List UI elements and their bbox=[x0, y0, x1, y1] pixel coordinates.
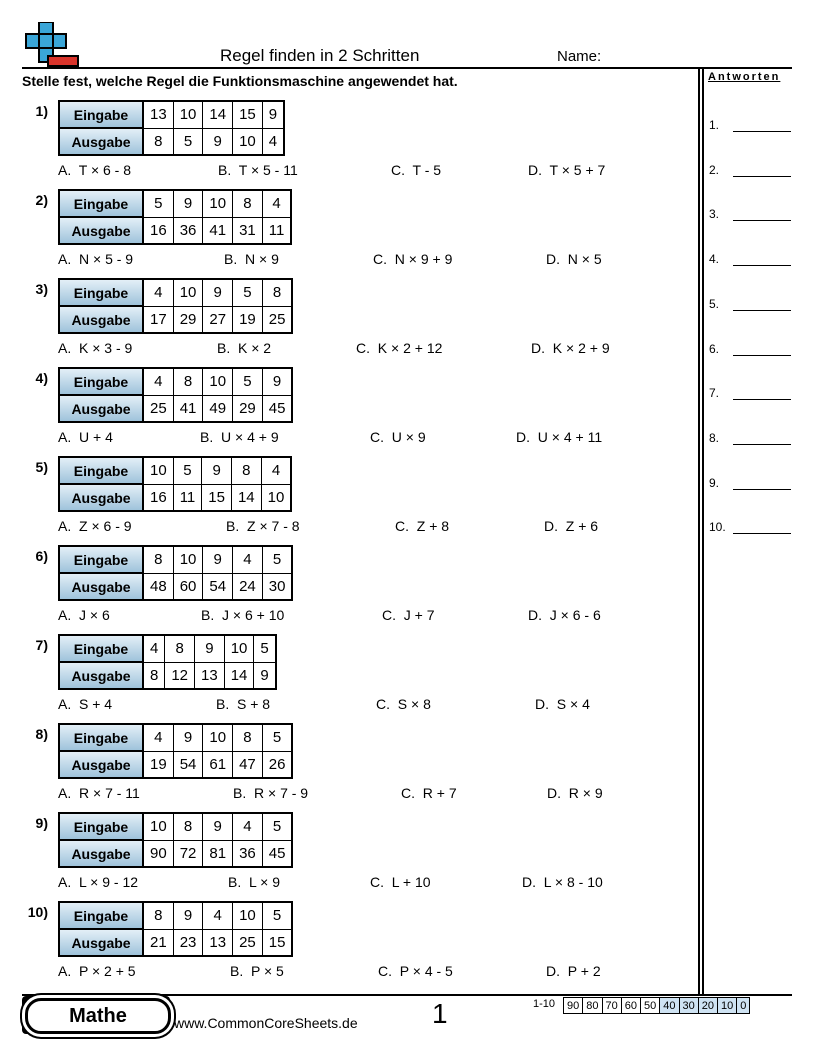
output-value: 19 bbox=[143, 751, 173, 778]
problem bbox=[22, 901, 692, 990]
problem-number: 3) bbox=[35, 281, 48, 297]
answer-blank[interactable] bbox=[733, 176, 791, 177]
input-value: 9 bbox=[262, 368, 292, 395]
option-a: A. U + 4 bbox=[58, 429, 113, 445]
problem-number: 4) bbox=[35, 370, 48, 386]
input-row bbox=[59, 635, 276, 662]
input-value: 8 bbox=[173, 813, 203, 840]
option-c: C. P × 4 - 5 bbox=[378, 963, 453, 979]
input-value: 8 bbox=[173, 368, 203, 395]
input-value: 8 bbox=[231, 457, 261, 484]
option-d: D. R × 9 bbox=[547, 785, 603, 801]
output-row bbox=[59, 217, 291, 244]
input-value: 8 bbox=[233, 190, 263, 217]
input-value: 4 bbox=[143, 368, 173, 395]
output-label: Ausgabe bbox=[59, 840, 143, 867]
option-c: C. Z + 8 bbox=[395, 518, 450, 534]
answer-number: 9. bbox=[709, 475, 720, 490]
option-c: C. U × 9 bbox=[370, 429, 426, 445]
score-cell: 80 bbox=[583, 998, 602, 1014]
output-row bbox=[59, 306, 292, 333]
input-value: 9 bbox=[173, 724, 203, 751]
score-cell: 10 bbox=[718, 998, 737, 1014]
output-value: 9 bbox=[203, 128, 233, 155]
output-value: 41 bbox=[203, 217, 233, 244]
function-table bbox=[58, 367, 293, 423]
score-cell: 60 bbox=[621, 998, 640, 1014]
input-value: 9 bbox=[203, 546, 233, 573]
option-c: C. R + 7 bbox=[401, 785, 457, 801]
answer-column-divider-2 bbox=[702, 67, 704, 996]
input-value: 5 bbox=[262, 902, 292, 929]
input-value: 10 bbox=[233, 902, 263, 929]
output-value: 8 bbox=[143, 128, 173, 155]
output-row bbox=[59, 662, 276, 689]
input-row bbox=[59, 368, 292, 395]
output-label: Ausgabe bbox=[59, 128, 143, 155]
input-value: 10 bbox=[224, 635, 254, 662]
function-table bbox=[58, 723, 293, 779]
answer-number: 8. bbox=[709, 430, 720, 445]
function-table bbox=[58, 100, 285, 156]
input-value: 5 bbox=[262, 546, 292, 573]
input-value: 4 bbox=[233, 546, 263, 573]
output-value: 16 bbox=[143, 484, 173, 511]
input-row bbox=[59, 813, 292, 840]
function-table bbox=[58, 456, 292, 512]
output-label: Ausgabe bbox=[59, 306, 143, 333]
answers-title: Antworten bbox=[708, 71, 781, 83]
option-d: D. J × 6 - 6 bbox=[528, 607, 601, 623]
answer-number: 6. bbox=[709, 341, 720, 356]
input-value: 5 bbox=[233, 279, 263, 306]
input-value: 4 bbox=[261, 457, 291, 484]
problem-number: 7) bbox=[35, 637, 48, 653]
answer-blank[interactable] bbox=[733, 265, 791, 266]
output-value: 24 bbox=[233, 573, 263, 600]
output-value: 31 bbox=[233, 217, 263, 244]
output-row bbox=[59, 929, 292, 956]
output-value: 5 bbox=[173, 128, 203, 155]
output-value: 12 bbox=[165, 662, 195, 689]
option-a: A. T × 6 - 8 bbox=[58, 162, 132, 178]
answer-number: 2. bbox=[709, 162, 720, 177]
output-value: 9 bbox=[254, 662, 276, 689]
output-value: 30 bbox=[262, 573, 292, 600]
output-value: 11 bbox=[262, 217, 291, 244]
output-label: Ausgabe bbox=[59, 751, 143, 778]
option-c: C. J + 7 bbox=[382, 607, 435, 623]
input-value: 4 bbox=[262, 190, 291, 217]
output-value: 81 bbox=[203, 840, 233, 867]
option-b: B. T × 5 - 11 bbox=[218, 162, 298, 178]
input-value: 9 bbox=[195, 635, 225, 662]
instructions: Stelle fest, welche Regel die Funktionsmaschine angewendet hat. bbox=[22, 73, 458, 89]
output-value: 25 bbox=[143, 395, 173, 422]
output-label: Ausgabe bbox=[59, 217, 143, 244]
option-c: C. N × 9 + 9 bbox=[373, 251, 453, 267]
option-c: C. S × 8 bbox=[376, 696, 431, 712]
input-value: 10 bbox=[173, 279, 203, 306]
input-label: Eingabe bbox=[59, 279, 143, 306]
output-value: 48 bbox=[143, 573, 173, 600]
score-range: 1-10 bbox=[533, 998, 556, 1010]
output-value: 17 bbox=[143, 306, 173, 333]
answer-blank[interactable] bbox=[733, 444, 791, 445]
function-table bbox=[58, 901, 293, 957]
header-divider bbox=[22, 67, 792, 69]
input-value: 4 bbox=[143, 279, 173, 306]
input-value: 10 bbox=[173, 101, 203, 128]
option-b: B. R × 7 - 9 bbox=[233, 785, 309, 801]
input-value: 8 bbox=[143, 902, 173, 929]
output-value: 61 bbox=[203, 751, 233, 778]
input-value: 4 bbox=[143, 724, 173, 751]
output-value: 47 bbox=[233, 751, 263, 778]
score-cell: 70 bbox=[602, 998, 621, 1014]
option-c: C. K × 2 + 12 bbox=[356, 340, 443, 356]
input-value: 10 bbox=[203, 368, 233, 395]
output-label: Ausgabe bbox=[59, 929, 143, 956]
answer-number: 7. bbox=[709, 386, 720, 401]
input-value: 4 bbox=[233, 813, 263, 840]
option-d: D. U × 4 + 11 bbox=[516, 429, 603, 445]
output-value: 25 bbox=[233, 929, 263, 956]
problem-number: 10) bbox=[27, 904, 48, 920]
output-value: 10 bbox=[261, 484, 291, 511]
output-value: 41 bbox=[173, 395, 203, 422]
input-row bbox=[59, 279, 292, 306]
option-d: D. L × 8 - 10 bbox=[522, 874, 603, 890]
output-value: 26 bbox=[262, 751, 292, 778]
output-value: 8 bbox=[143, 662, 165, 689]
problem bbox=[22, 723, 692, 812]
problem bbox=[22, 634, 692, 723]
output-value: 36 bbox=[173, 217, 203, 244]
output-value: 54 bbox=[203, 573, 233, 600]
option-d: D. K × 2 + 9 bbox=[531, 340, 610, 356]
worksheet-title: Regel finden in 2 Schritten bbox=[220, 46, 420, 65]
input-row bbox=[59, 101, 284, 128]
option-b: B. U × 4 + 9 bbox=[200, 429, 279, 445]
input-value: 8 bbox=[143, 546, 173, 573]
problem-number: 1) bbox=[35, 103, 48, 119]
option-a: A. J × 6 bbox=[58, 607, 110, 623]
option-d: D. Z + 6 bbox=[544, 518, 599, 534]
input-value: 8 bbox=[233, 724, 263, 751]
input-value: 5 bbox=[233, 368, 263, 395]
option-c: C. L + 10 bbox=[370, 874, 431, 890]
option-a: A. L × 9 - 12 bbox=[58, 874, 139, 890]
option-d: D. P + 2 bbox=[546, 963, 601, 979]
name-label: Name: bbox=[557, 48, 602, 65]
input-value: 10 bbox=[143, 457, 173, 484]
option-a: A. Z × 6 - 9 bbox=[58, 518, 132, 534]
answer-number: 4. bbox=[709, 252, 720, 267]
output-row bbox=[59, 751, 292, 778]
output-value: 25 bbox=[262, 306, 292, 333]
problem bbox=[22, 367, 692, 456]
score-table bbox=[563, 997, 750, 1014]
input-value: 5 bbox=[262, 813, 292, 840]
answer-blank[interactable] bbox=[733, 533, 791, 534]
output-row bbox=[59, 840, 292, 867]
problem bbox=[22, 100, 692, 189]
option-b: B. J × 6 + 10 bbox=[201, 607, 285, 623]
problem bbox=[22, 189, 692, 278]
output-value: 23 bbox=[173, 929, 203, 956]
problem-number: 2) bbox=[35, 192, 48, 208]
input-value: 5 bbox=[143, 190, 173, 217]
option-b: B. L × 9 bbox=[228, 874, 281, 890]
input-label: Eingabe bbox=[59, 457, 143, 484]
answer-blank[interactable] bbox=[733, 489, 791, 490]
input-label: Eingabe bbox=[59, 368, 143, 395]
input-value: 9 bbox=[202, 457, 232, 484]
input-value: 5 bbox=[262, 724, 292, 751]
input-value: 5 bbox=[173, 457, 202, 484]
output-label: Ausgabe bbox=[59, 573, 143, 600]
output-value: 15 bbox=[262, 929, 292, 956]
output-row bbox=[59, 395, 292, 422]
answer-number: 3. bbox=[709, 207, 720, 222]
output-row bbox=[59, 128, 284, 155]
output-value: 15 bbox=[202, 484, 232, 511]
option-a: A. S + 4 bbox=[58, 696, 113, 712]
output-value: 14 bbox=[224, 662, 254, 689]
input-label: Eingabe bbox=[59, 635, 143, 662]
function-table bbox=[58, 634, 277, 690]
input-row bbox=[59, 546, 292, 573]
answer-column-divider bbox=[698, 67, 700, 996]
input-label: Eingabe bbox=[59, 902, 143, 929]
output-value: 29 bbox=[173, 306, 203, 333]
input-value: 9 bbox=[203, 279, 233, 306]
input-label: Eingabe bbox=[59, 724, 143, 751]
function-table bbox=[58, 812, 293, 868]
output-value: 54 bbox=[173, 751, 203, 778]
input-row bbox=[59, 724, 292, 751]
input-value: 10 bbox=[143, 813, 173, 840]
output-value: 45 bbox=[262, 395, 292, 422]
score-cell: 50 bbox=[641, 998, 660, 1014]
problem-number: 8) bbox=[35, 726, 48, 742]
input-value: 8 bbox=[165, 635, 195, 662]
subject-badge: Mathe bbox=[25, 998, 171, 1034]
input-row bbox=[59, 902, 292, 929]
input-value: 15 bbox=[233, 101, 263, 128]
input-value: 8 bbox=[262, 279, 292, 306]
option-b: B. K × 2 bbox=[217, 340, 272, 356]
output-value: 10 bbox=[233, 128, 263, 155]
option-d: D. S × 4 bbox=[535, 696, 590, 712]
option-d: D. N × 5 bbox=[546, 251, 602, 267]
answer-blank[interactable] bbox=[733, 310, 791, 311]
input-label: Eingabe bbox=[59, 813, 143, 840]
input-value: 14 bbox=[203, 101, 233, 128]
input-value: 10 bbox=[203, 724, 233, 751]
output-value: 11 bbox=[173, 484, 202, 511]
output-value: 19 bbox=[233, 306, 263, 333]
output-value: 21 bbox=[143, 929, 173, 956]
answer-blank[interactable] bbox=[733, 131, 791, 132]
website-link: www.CommonCoreSheets.de bbox=[174, 1015, 358, 1031]
output-label: Ausgabe bbox=[59, 395, 143, 422]
problem-number: 5) bbox=[35, 459, 48, 475]
input-value: 9 bbox=[173, 190, 203, 217]
output-value: 36 bbox=[233, 840, 263, 867]
output-value: 45 bbox=[262, 840, 292, 867]
output-value: 60 bbox=[173, 573, 203, 600]
problem bbox=[22, 812, 692, 901]
output-value: 13 bbox=[203, 929, 233, 956]
option-a: A. K × 3 - 9 bbox=[58, 340, 133, 356]
score-cell: 30 bbox=[679, 998, 698, 1014]
output-value: 90 bbox=[143, 840, 173, 867]
input-label: Eingabe bbox=[59, 190, 143, 217]
output-value: 4 bbox=[262, 128, 284, 155]
input-value: 10 bbox=[173, 546, 203, 573]
score-cell: 90 bbox=[564, 998, 583, 1014]
score-cell: 40 bbox=[660, 998, 679, 1014]
input-value: 10 bbox=[203, 190, 233, 217]
output-row bbox=[59, 484, 291, 511]
score-cell: 0 bbox=[737, 998, 750, 1014]
problem bbox=[22, 278, 692, 367]
output-value: 72 bbox=[173, 840, 203, 867]
answer-number: 10. bbox=[709, 520, 726, 535]
input-value: 5 bbox=[254, 635, 276, 662]
answer-blank[interactable] bbox=[733, 399, 791, 400]
input-value: 9 bbox=[262, 101, 284, 128]
option-b: B. N × 9 bbox=[224, 251, 279, 267]
answer-blank[interactable] bbox=[733, 220, 791, 221]
input-row bbox=[59, 190, 291, 217]
output-label: Ausgabe bbox=[59, 662, 143, 689]
page-number: 1 bbox=[432, 998, 448, 1029]
problem bbox=[22, 456, 692, 545]
problem bbox=[22, 545, 692, 634]
output-value: 16 bbox=[143, 217, 173, 244]
option-a: A. N × 5 - 9 bbox=[58, 251, 134, 267]
output-row bbox=[59, 573, 292, 600]
answer-number: 5. bbox=[709, 296, 720, 311]
output-value: 14 bbox=[231, 484, 261, 511]
problem-number: 9) bbox=[35, 815, 48, 831]
option-b: B. S + 8 bbox=[216, 696, 271, 712]
answer-blank[interactable] bbox=[733, 355, 791, 356]
option-b: B. P × 5 bbox=[230, 963, 284, 979]
option-a: A. R × 7 - 11 bbox=[58, 785, 140, 801]
input-value: 9 bbox=[173, 902, 203, 929]
option-a: A. P × 2 + 5 bbox=[58, 963, 136, 979]
output-value: 27 bbox=[203, 306, 233, 333]
input-value: 4 bbox=[203, 902, 233, 929]
function-table bbox=[58, 545, 293, 601]
output-value: 49 bbox=[203, 395, 233, 422]
input-value: 13 bbox=[143, 101, 173, 128]
score-cell: 20 bbox=[698, 998, 717, 1014]
output-value: 13 bbox=[195, 662, 225, 689]
option-d: D. T × 5 + 7 bbox=[528, 162, 606, 178]
plus-minus-logo-icon bbox=[22, 22, 80, 70]
input-row bbox=[59, 457, 291, 484]
option-c: C. T - 5 bbox=[391, 162, 442, 178]
option-b: B. Z × 7 - 8 bbox=[226, 518, 300, 534]
problem-number: 6) bbox=[35, 548, 48, 564]
input-value: 4 bbox=[143, 635, 165, 662]
output-label: Ausgabe bbox=[59, 484, 143, 511]
answer-number: 1. bbox=[709, 118, 720, 132]
output-value: 29 bbox=[233, 395, 263, 422]
input-label: Eingabe bbox=[59, 546, 143, 573]
input-value: 9 bbox=[203, 813, 233, 840]
function-table bbox=[58, 278, 293, 334]
function-table bbox=[58, 189, 292, 245]
input-label: Eingabe bbox=[59, 101, 143, 128]
